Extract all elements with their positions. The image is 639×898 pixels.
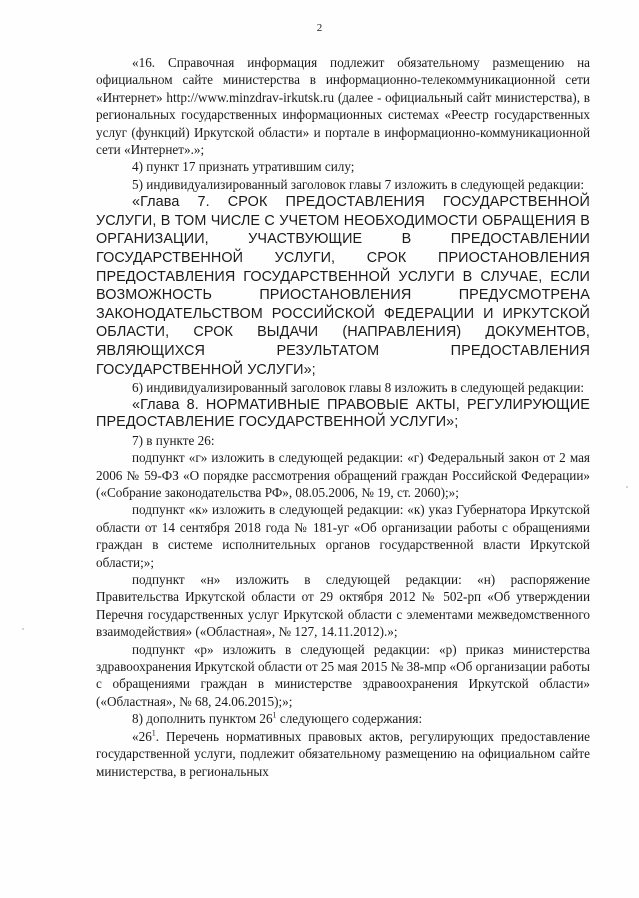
scan-speck (626, 486, 628, 488)
scan-speck (22, 628, 24, 630)
document-body (96, 54, 590, 780)
item-8-text-end: следующего содержания: (276, 711, 423, 727)
item-4: 4) пункт 17 признать утратившим силу; (132, 159, 355, 175)
item-8 (96, 710, 590, 727)
paragraph-26-1-text: . Перечень нормативных правовых актов, регулирующих предоставление государственной услуги, подлежит обязательному размещению на официальном сайте министерства, в региональных (96, 728, 590, 779)
item-8-text: 8) дополнить пунктом 26 (132, 711, 273, 727)
chapter-8-heading: «Глава 8. НОРМАТИВНЫЕ ПРАВОВЫЕ АКТЫ, РЕГУЛИРУЮЩИЕ ПРЕДОСТАВЛЕНИЕ ГОСУДАРСТВЕННОЙ УСЛУГИ»; (96, 396, 590, 431)
paragraph-26-1-superscript: 1 (151, 728, 156, 738)
subitem-k: подпункт «к» изложить в следующей редакции: «к) указ Губернатора Иркутской области от 14 сентября 2018 года № 181-уг «Об организации работы с обращениями граждан в системе исполнительных органов государственной власти Иркутской области;»; (96, 502, 590, 570)
subitem-g: подпункт «г» изложить в следующей редакции: «г) Федеральный закон от 2 мая 2006 № 59-ФЗ «О порядке рассмотрения обращений граждан Российской Федерации» («Собрание законодательства РФ», 08.05.2006, № 19, ст. 2060);»; (96, 450, 590, 500)
item-8-superscript: 1 (272, 710, 277, 720)
paragraph-16: «16. Справочная информация подлежит обязательному размещению на официальном сайте министерства в информационно-телекоммуникационной сети «Интернет» http://www.minzdrav-irkutsk.ru (далее - официальный сайт министерства), в региональных государственных информационных системах «Реестр государственных услуг (функций) Иркутской области» и портале в информационно-коммуникационной сети «Интернет».»; (96, 55, 590, 158)
page-number: 2 (316, 22, 323, 34)
item-5: 5) индивидуализированный заголовок главы 7 изложить в следующей редакции: (132, 176, 585, 192)
paragraph-26-1 (96, 728, 590, 780)
subitem-r: подпункт «р» изложить в следующей редакции: «р) приказ министерства здравоохранения Иркутской области от 25 мая 2015 № 38-мпр «Об организации работы с обращениями граждан в министерстве здравоохранения Иркутской области» («Областная», № 68, 24.06.2015);»; (96, 641, 590, 709)
chapter-7-heading: «Глава 7. СРОК ПРЕДОСТАВЛЕНИЯ ГОСУДАРСТВЕННОЙ УСЛУГИ, В ТОМ ЧИСЛЕ С УЧЕТОМ НЕОБХОДИМОСТИ ОБРАЩЕНИЯ В ОРГАНИЗАЦИИ, УЧАСТВУЮЩИЕ В ПРЕДОСТАВЛЕНИИ ГОСУДАРСТВЕННОЙ УСЛУГИ, СРОК ПРИОСТАНОВЛЕНИЯ ПРЕДОСТАВЛЕНИЯ ГОСУДАРСТВЕННОЙ УСЛУГИ В СЛУЧАЕ, ЕСЛИ ВОЗМОЖНОСТЬ ПРИОСТАНОВЛЕНИЯ ПРЕДУСМОТРЕНА ЗАКОНОДАТЕЛЬСТВОМ РОССИЙСКОЙ ФЕДЕРАЦИИ И ИРКУТСКОЙ ОБЛАСТИ, СРОК ВЫДАЧИ (НАПРАВЛЕНИЯ) ДОКУМЕНТОВ, ЯВЛЯЮЩИХСЯ РЕЗУЛЬТАТОМ ПРЕДОСТАВЛЕНИЯ ГОСУДАРСТВЕННОЙ УСЛУГИ»; (96, 194, 590, 378)
item-7: 7) в пункте 26: (132, 432, 215, 448)
subitem-n: подпункт «н» изложить в следующей редакции: «н) распоряжение Правительства Иркутской области от 29 октября 2012 № 502-рп «Об утверждении Перечня государственных услуг Иркутской области с элементами межведомственного взаимодействия» («Областная», № 127, 14.11.2012).»; (96, 572, 590, 640)
item-6: 6) индивидуализированный заголовок главы 8 изложить в следующей редакции: (132, 380, 585, 396)
paragraph-26-1-number: «26 (132, 728, 152, 744)
